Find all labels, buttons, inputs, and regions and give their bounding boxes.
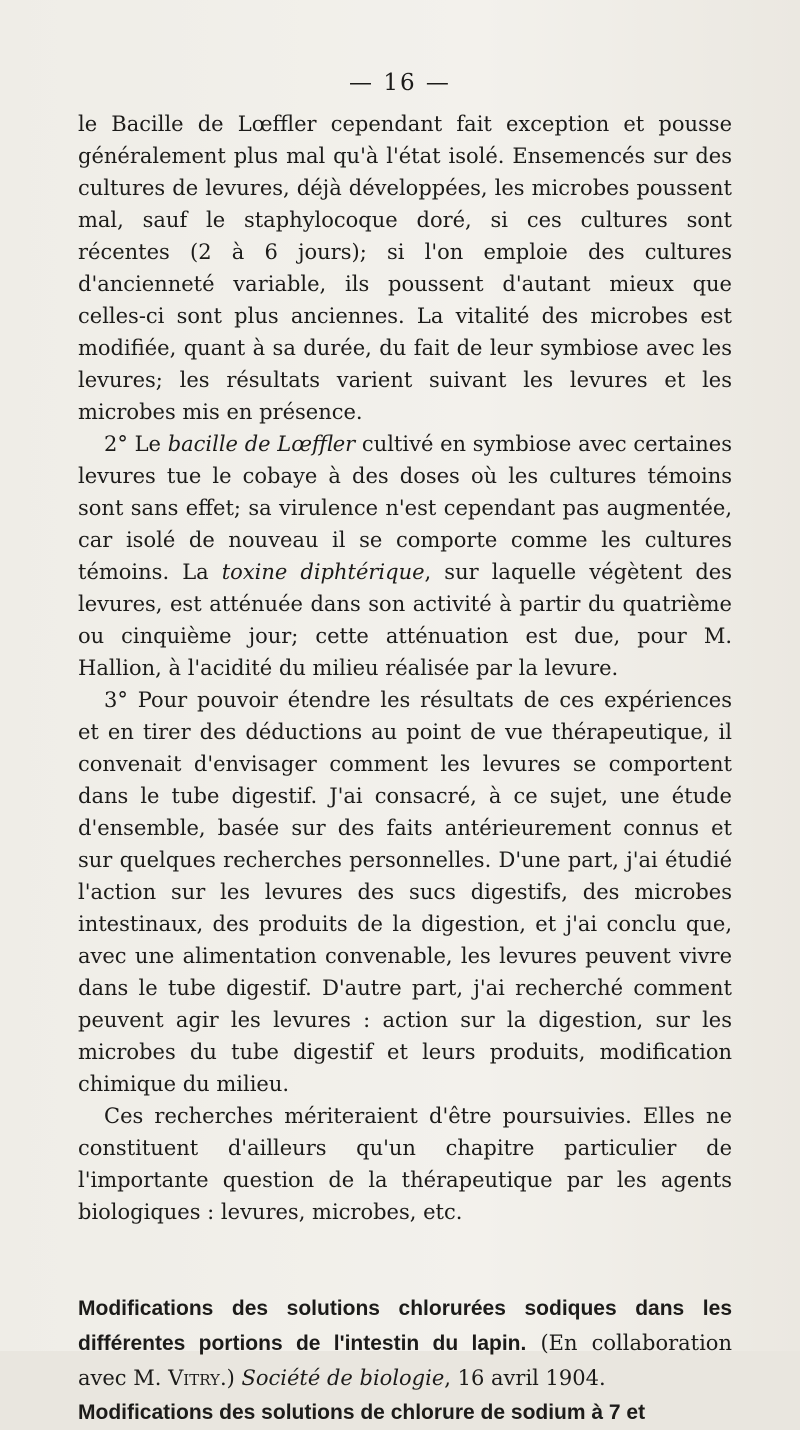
paragraph-4: Ces recherches mériteraient d'être poursuivies. Elles ne constituent d'ailleurs qu'un chapitre particulier de l'importante question de la thérapeutique par les agents biologiques : levures, microbes, etc. bbox=[78, 1104, 732, 1224]
section-gap bbox=[78, 1228, 732, 1292]
paragraph-2 bbox=[78, 428, 732, 684]
paragraph-2-italic-toxine: toxine diphtérique bbox=[221, 560, 425, 584]
paragraph-2-text-2: , sur laquelle végètent des levures, est atténuée dans son activité à partir du quatrième ou cinquième jour; cette atténuation est due, pour M. Hallion, à l'acidité du milieu réalisée par la levure. bbox=[78, 560, 732, 680]
bib-1-date: , 16 avril 1904. bbox=[444, 1366, 606, 1390]
page-number: — 16 — bbox=[349, 70, 451, 96]
bibliography-entry-1 bbox=[78, 1292, 732, 1396]
paragraph-2-number: 2° Le bbox=[104, 432, 168, 456]
paragraph-1: le Bacille de Lœffler cependant fait exception et pousse généralement plus mal qu'à l'état isolé. Ensemencés sur des cultures de levures, déjà développées, les microbes poussent mal, sauf le staphylocoque doré, si ces cultures sont récentes (2 à 6 jours); si l'on emploie des cultures d'ancienneté variable, ils poussent d'autant mieux que celles-ci sont plus anciennes. La vitalité des microbes est modifiée, quant à sa durée, du fait de leur symbiose avec les levures; les résultats varient suivant les levures et les microbes mis en présence. bbox=[78, 112, 732, 424]
bib-2-title: Modifications des solutions de chlorure de sodium à 7 et bbox=[78, 1401, 646, 1424]
bib-1-title: Modifications des solutions chlorurées sodiques dans les différentes portions de l'intestin du lapin. bbox=[78, 1297, 732, 1355]
bib-1-collab-open: (En collaboration avec M. bbox=[78, 1331, 732, 1390]
paragraph-2-italic-bacille: bacille de Lœffler bbox=[167, 432, 356, 456]
text-body bbox=[78, 108, 732, 1430]
bib-1-journal: Société de biologie bbox=[241, 1366, 445, 1390]
bib-1-collab-name: Vitry bbox=[168, 1366, 220, 1390]
paragraph-3: 3° Pour pouvoir étendre les résultats de ces expériences et en tirer des déductions au point de vue thérapeutique, il convenait d'envisager comment les levures se comportent dans le tube digestif. J'ai consacré, à ce sujet, une étude d'ensemble, basée sur des faits antérieurement connus et sur quelques recherches personnelles. D'une part, j'ai étudié l'action sur les levures des sucs digestifs, des microbes intestinaux, des produits de la digestion, et j'ai conclu que, avec une alimentation convenable, les levures peuvent vivre dans le tube digestif. D'autre part, j'ai recherché comment peuvent agir les levures : action sur la digestion, sur les microbes du tube digestif et leurs produits, modification chimique du milieu. bbox=[78, 688, 732, 1096]
bib-1-collab-close: .) bbox=[219, 1366, 242, 1390]
bibliography-entry-2 bbox=[78, 1396, 732, 1430]
paragraph-2-text-1: cultivé en symbiose avec certaines levures tue le cobaye à des doses où les cultures témoins sont sans effet; sa virulence n'est cependant pas augmentée, car isolé de nouveau il se comporte comme les cultures témoins. La bbox=[78, 432, 732, 584]
